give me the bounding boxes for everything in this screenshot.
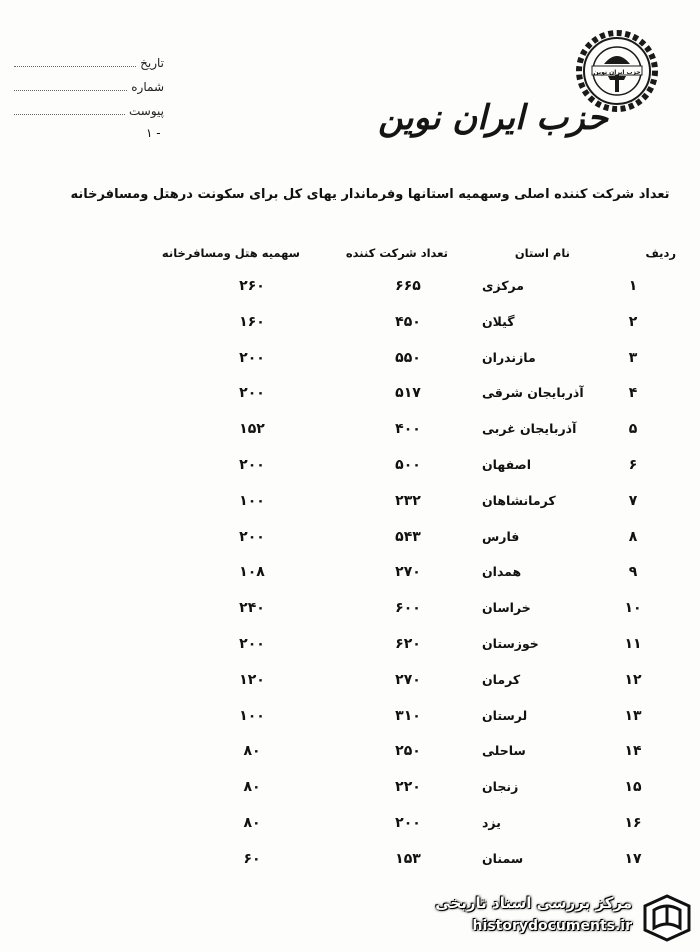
row-number: ۱۳	[624, 707, 642, 724]
province-name: خراسان	[482, 600, 531, 616]
quota-count: ۱۰۰	[239, 492, 265, 509]
header-participants: تعداد شرکت کننده	[345, 246, 448, 260]
number-dotted-line	[14, 82, 127, 91]
watermark-title: مرکز بررسی اسناد تاریخی	[435, 894, 632, 912]
quota-count: ۲۰۰	[239, 385, 265, 402]
attachment-field	[14, 104, 164, 118]
date-field	[14, 56, 164, 70]
table-row	[0, 487, 700, 523]
table-row	[0, 594, 700, 630]
participants-count: ۵۴۳	[395, 528, 421, 545]
participants-count: ۲۵۰	[395, 743, 421, 760]
participants-count: ۲۷۰	[395, 671, 421, 688]
logo-lettering: حزب ایران نوین	[593, 69, 641, 76]
archive-logo-icon	[642, 894, 692, 942]
table-row	[0, 630, 700, 666]
province-name: ساحلی	[482, 743, 526, 759]
table-row	[0, 308, 700, 344]
table-row	[0, 451, 700, 487]
row-number: ۸	[628, 528, 638, 545]
participants-count: ۶۶۵	[395, 278, 421, 294]
row-number: ۱۵	[624, 779, 642, 796]
quota-count: ۲۰۰	[239, 528, 265, 545]
number-field	[14, 80, 164, 94]
quota-count: ۲۰۰	[239, 349, 265, 366]
party-name: حزب ایران نوین	[378, 98, 608, 138]
table-row	[0, 379, 700, 415]
participants-count: ۲۳۲	[395, 492, 421, 509]
table-row	[0, 666, 700, 702]
table-row	[0, 809, 700, 845]
table-row	[0, 773, 700, 809]
quota-count: ۱۶۰	[239, 313, 265, 330]
header-quota: سهمیه هتل ومسافرخانه	[161, 246, 300, 260]
participants-count: ۵۰۰	[395, 456, 421, 473]
province-name: کرمانشاهان	[482, 492, 556, 508]
table-row	[0, 344, 700, 380]
province-name: اصفهان	[482, 456, 531, 472]
participants-count: ۵۱۷	[395, 385, 421, 402]
participants-count: ۵۵۰	[395, 349, 421, 366]
quota-count: ۲۶۰	[239, 278, 265, 294]
row-number: ۴	[628, 385, 638, 402]
quota-count: ۲۰۰	[239, 456, 265, 473]
attachment-label: پیوست	[129, 104, 164, 118]
province-name: زنجان	[482, 779, 519, 795]
table-row	[0, 702, 700, 738]
participants-count: ۲۰۰	[395, 814, 421, 831]
province-name: خوزستان	[482, 635, 539, 651]
quota-count: ۸۰	[243, 779, 261, 796]
province-name: آذربایجان غربی	[482, 421, 577, 437]
row-number: ۱۷	[624, 850, 642, 867]
row-number: ۶	[628, 456, 638, 473]
table-row	[0, 272, 700, 308]
participants-count: ۶۰۰	[395, 600, 421, 617]
quota-count: ۶۰	[243, 850, 261, 867]
province-table	[0, 272, 700, 881]
province-name: گیلان	[482, 313, 515, 329]
watermark-url: historydocuments.ir	[472, 918, 632, 934]
attachment-dotted-line	[14, 106, 125, 115]
province-name: سمنان	[482, 850, 524, 866]
province-name: مرکزی	[482, 278, 525, 293]
table-row	[0, 415, 700, 451]
date-label: تاریخ	[140, 56, 164, 70]
quota-count: ۲۰۰	[239, 635, 265, 652]
participants-count: ۴۵۰	[395, 313, 421, 330]
quota-count: ۱۵۲	[239, 421, 265, 438]
row-number: ۷	[628, 492, 638, 509]
row-number: ۱۱	[624, 635, 642, 652]
row-number: ۹	[628, 564, 638, 581]
province-name: فارس	[482, 528, 520, 544]
province-name: لرستان	[482, 707, 528, 723]
document-title: تعداد شرکت کننده اصلی وسهمیه استانها وفرماندار یهای کل برای سکونت درهتل ومسافرخانه	[70, 187, 670, 202]
participants-count: ۶۲۰	[395, 635, 421, 652]
row-number: ۱۶	[624, 814, 642, 831]
province-name: یزد	[482, 814, 501, 830]
header-row-number: ردیف	[645, 246, 676, 260]
page-number: ۱ -	[146, 126, 161, 140]
participants-count: ۴۰۰	[395, 421, 421, 438]
watermark	[410, 890, 692, 946]
header-province: نام استان	[514, 246, 570, 260]
province-name: همدان	[482, 564, 522, 580]
participants-count: ۳۱۰	[395, 707, 421, 724]
table-row	[0, 845, 700, 881]
participants-count: ۲۷۰	[395, 564, 421, 581]
quota-count: ۱۲۰	[239, 671, 265, 688]
quota-count: ۸۰	[243, 814, 261, 831]
province-name: کرمان	[482, 671, 521, 687]
participants-count: ۲۲۰	[395, 779, 421, 796]
row-number: ۱	[628, 278, 638, 294]
row-number: ۱۴	[624, 743, 642, 760]
row-number: ۱۲	[624, 671, 642, 688]
row-number: ۱۰	[624, 600, 642, 617]
table-row	[0, 558, 700, 594]
row-number: ۲	[628, 313, 638, 330]
number-label: شماره	[131, 80, 164, 94]
participants-count: ۱۵۳	[395, 850, 421, 867]
quota-count: ۸۰	[243, 743, 261, 760]
quota-count: ۲۴۰	[239, 600, 265, 617]
province-name: مازندران	[482, 349, 536, 365]
date-dotted-line	[14, 58, 136, 67]
quota-count: ۱۰۸	[239, 564, 265, 581]
table-row	[0, 737, 700, 773]
province-name: آذربایجان شرقی	[482, 385, 584, 401]
row-number: ۳	[628, 349, 638, 366]
row-number: ۵	[628, 421, 638, 438]
table-row	[0, 523, 700, 559]
quota-count: ۱۰۰	[239, 707, 265, 724]
